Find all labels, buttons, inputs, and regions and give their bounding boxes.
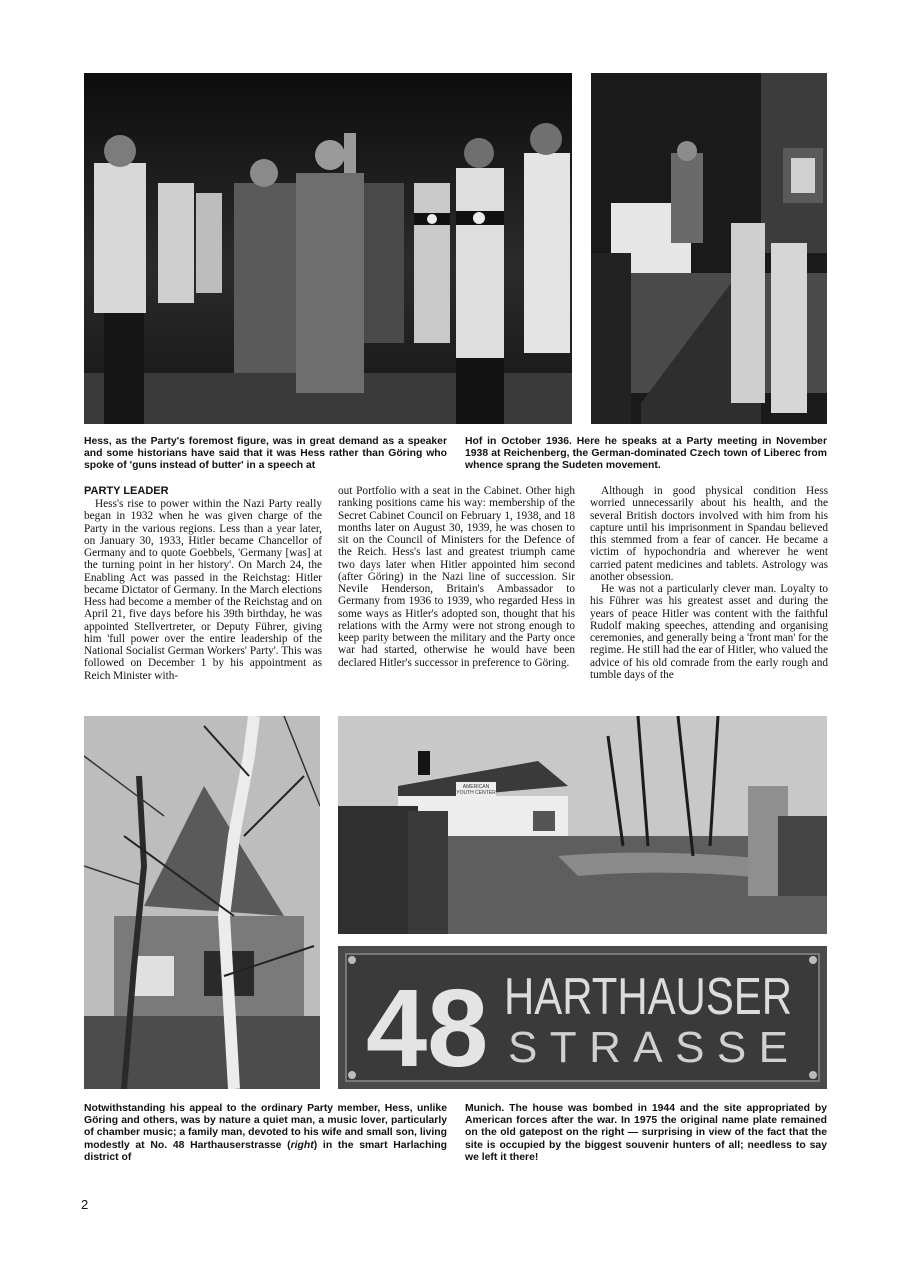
photo-house bbox=[84, 716, 320, 1089]
top-caption-right: Hof in October 1936. Here he speaks at a Party meeting in November 1938 at Reichenberg, the German-dominated Czech town of Liberec from whence sprang the Sudeten movement. bbox=[465, 436, 827, 472]
column-3-paragraph-2: He was not a particularly clever man. Loyalty to his Führer was his greatest asset and during the years of peace Hitler was content with the faithful Rudolf making speeches, attending and organising ceremonies, and generally being a 'front man' for the regime. He still had the ear of Hitler, who valued the advice of his old comrade from the early rough and tumble days of the bbox=[590, 583, 828, 681]
sign-street-line-2: STRASSE bbox=[508, 1023, 788, 1072]
article-column-2 bbox=[338, 485, 575, 669]
bottom-caption-right: Munich. The house was bombed in 1944 and the site appropriated by American forces after the war. In 1975 the original name plate remained on the old gatepost on the right — surprising in view of the fact that the site is occupied by the biggest souvenir hunters of all; needless to say we left it there! bbox=[465, 1103, 827, 1163]
bottom-caption-left bbox=[84, 1103, 447, 1164]
top-caption-left: Hess, as the Party's foremost figure, was in great demand as a speaker and some historians have said that it was Hess rather than Göring who spoke of 'guns instead of butter' in a speech at bbox=[84, 436, 447, 472]
photo-hess-procession bbox=[84, 73, 572, 424]
bottom-caption-left-text: Notwithstanding his appeal to the ordinary Party member, Hess, unlike Göring and others, was by nature a quiet man, a music lover, particularly of chamber music; a family man, devoted to his wife and small son, living modestly at No. 48 Harthauserstrasse ( bbox=[84, 1103, 447, 1151]
page-number: 2 bbox=[81, 1197, 89, 1212]
column-1-text: Hess's rise to power within the Nazi Party really began in 1932 when he was given charge of the Party in the various regions. Less than a year later, on January 30, 1933, Hitler became Chancellor of Germany and to quote Goebbels, 'Germany [was] at the turning point in her history'. On March 24, the Enabling Act was passed in the Reichstag: Hitler became Dictator of Germany. In the March elections Hess had become a member of the Reichstag and on April 21, five days before his 39th birthday, he was appointed Stellvertreter, or Deputy Führer, giving him 'full power over the entire leadership of the National Socialist German Workers' Party'. This was followed on December 1 by his appointment as Reich Minister with- bbox=[84, 498, 322, 682]
column-2-text: out Portfolio with a seat in the Cabinet. Other high ranking positions came his way: membership of the Secret Cabinet Council on February 1, 1938, and 18 months later on August 30, 1939, he was chosen to sit on the Council of Ministers for the Defence of the Reich. Hess's last and greatest triumph came two days later when Hitler appointed him second (after Göring) in the Nazi line of succession. Sir Nevile Henderson, Britain's Ambassador to Germany from 1936 to 1939, who regarded Hess in some ways as Hitler's adopted son, thought that his relations with the Army were not strong enough to keep parity between the military and the Party once war had started, otherwise he would have been declared Hitler's successor in preference to Göring. bbox=[338, 485, 575, 669]
bottom-caption-left-text-end: ) in the smart Harlaching district of bbox=[84, 1139, 447, 1163]
article-column-3 bbox=[590, 485, 828, 681]
photo-youth-center bbox=[338, 716, 827, 934]
sign-house-number: 48 bbox=[366, 967, 489, 1089]
photo-name-plate bbox=[338, 946, 827, 1089]
sign-street-line-1: HARTHAUSER bbox=[504, 968, 792, 1026]
photo-hess-rostrum bbox=[591, 73, 827, 424]
article-column-1 bbox=[84, 485, 322, 682]
bottom-caption-left-italic: right bbox=[290, 1139, 314, 1151]
building-sign-line-2: YOUTH CENTER bbox=[456, 790, 496, 796]
building-sign-line-1: AMERICAN bbox=[462, 784, 490, 790]
column-3-paragraph-1: Although in good physical condition Hess worried unnecessarily about his health, and the several British doctors involved with him from his capture until his imprisonment in Spandau believed this stemmed from a fear of cancer. He became a victim of hypochondria and wherever he went carried patent medicines and tablets. Astrology was another obsession. bbox=[590, 485, 828, 583]
section-heading: PARTY LEADER bbox=[84, 485, 169, 497]
